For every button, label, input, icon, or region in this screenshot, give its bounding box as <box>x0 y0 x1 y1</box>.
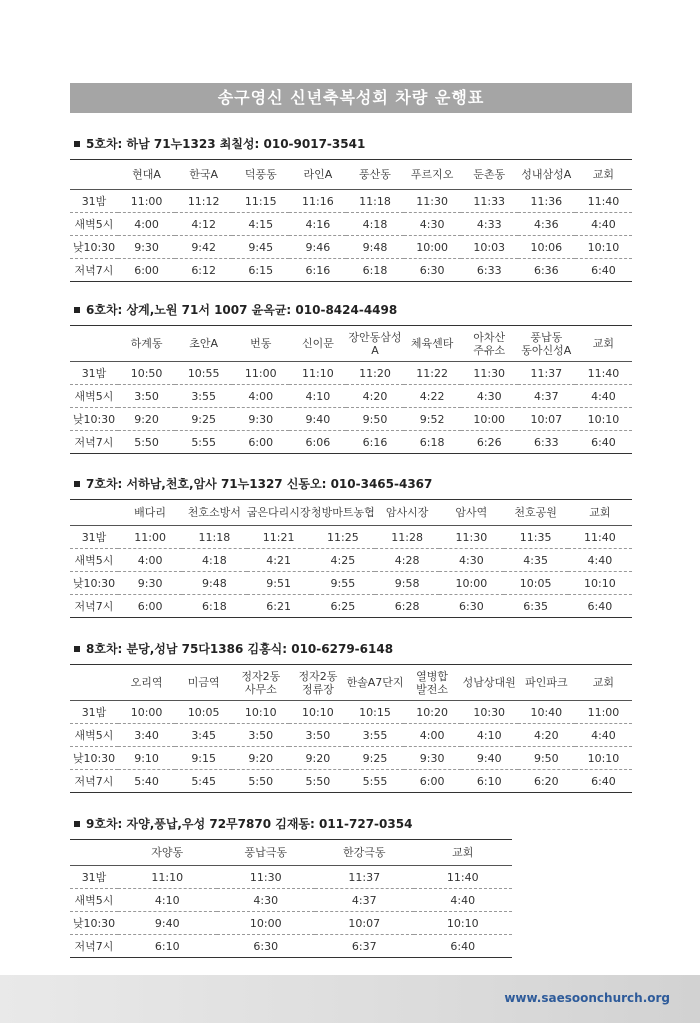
departure-time: 9:58 <box>394 576 420 590</box>
route-header-text: 8호차: 분당,성남 75다1386 김홍식: 010-6279-6148 <box>86 642 394 656</box>
departure-time: 9:30 <box>137 576 163 590</box>
stop-name: 교회 <box>592 676 615 689</box>
departure-time: 11:35 <box>519 530 552 544</box>
departure-time: 10:10 <box>302 705 334 719</box>
time-slot-label: 낮10:30 <box>72 577 116 590</box>
bullet-square-icon <box>74 141 80 147</box>
departure-time: 11:37 <box>530 366 563 380</box>
time-slot-label: 새벽5시 <box>74 894 114 907</box>
departure-time: 9:51 <box>266 576 291 590</box>
time-slot-label: 31밤 <box>81 706 107 719</box>
time-slot-label: 낮10:30 <box>72 413 116 426</box>
route-header-text: 7호차: 서하남,천호,암사 71누1327 신동오: 010-3465-4367 <box>86 477 433 491</box>
departure-time: 5:40 <box>134 774 159 788</box>
departure-time: 10:55 <box>187 366 220 380</box>
stop-name: 교회 <box>592 168 615 181</box>
time-slot-label: 저녁7시 <box>74 600 114 613</box>
departure-time: 6:40 <box>450 939 476 953</box>
departure-time: 9:30 <box>248 412 274 426</box>
departure-time: 4:33 <box>476 217 502 231</box>
time-slot-label: 저녁7시 <box>74 775 114 788</box>
departure-time: 3:40 <box>134 728 159 742</box>
departure-time: 9:15 <box>191 751 217 765</box>
departure-time: 11:20 <box>359 366 391 380</box>
header-corner <box>70 160 118 190</box>
departure-time: 6:00 <box>137 599 163 613</box>
route-header-text: 5호차: 하남 71누1323 최칠성: 010-9017-3541 <box>86 137 366 151</box>
departure-time: 6:00 <box>248 435 274 449</box>
departure-time: 11:00 <box>134 530 166 544</box>
stop-name: 배다리 <box>134 506 167 519</box>
departure-time: 6:30 <box>459 599 484 613</box>
departure-time: 10:07 <box>530 412 563 426</box>
time-slot-label: 31밤 <box>81 195 107 208</box>
departure-time: 10:06 <box>530 240 563 254</box>
stop-name: 자양동 <box>151 846 184 859</box>
departure-time: 6:00 <box>134 263 159 277</box>
stop-name: 정자2동 사무소 <box>241 669 281 696</box>
route-header <box>70 640 632 658</box>
stop-name: 교회 <box>592 337 615 350</box>
departure-time: 4:37 <box>533 389 559 403</box>
stop-name: 파인파크 <box>525 676 568 689</box>
departure-time: 4:18 <box>362 217 388 231</box>
departure-time: 5:45 <box>191 774 217 788</box>
departure-time: 4:21 <box>266 553 291 567</box>
table-row <box>70 408 632 431</box>
table-row <box>70 385 632 408</box>
departure-time: 4:40 <box>587 553 613 567</box>
stop-name: 열병합 발전소 <box>416 669 449 696</box>
departure-time: 10:15 <box>359 705 391 719</box>
departure-time: 9:40 <box>476 751 502 765</box>
schedule-table <box>70 325 632 454</box>
time-slot-label: 저녁7시 <box>74 940 114 953</box>
table-row <box>70 889 512 912</box>
departure-time: 4:00 <box>134 217 159 231</box>
bullet-square-icon <box>74 821 80 827</box>
departure-time: 11:30 <box>416 194 448 208</box>
departure-time: 4:35 <box>523 553 548 567</box>
departure-time: 9:55 <box>330 576 356 590</box>
footer-url[interactable]: www.saesoonchurch.org <box>504 991 670 1005</box>
departure-time: 11:33 <box>473 194 506 208</box>
stop-name: 덕풍동 <box>244 168 277 181</box>
departure-time: 3:45 <box>191 728 217 742</box>
bullet-square-icon <box>74 307 80 313</box>
departure-time: 6:15 <box>248 263 274 277</box>
departure-time: 10:05 <box>187 705 220 719</box>
departure-time: 6:40 <box>591 774 616 788</box>
departure-time: 6:36 <box>533 263 559 277</box>
departure-time: 9:25 <box>191 412 217 426</box>
departure-time: 11:37 <box>348 870 381 884</box>
departure-time: 11:15 <box>244 194 277 208</box>
table-row <box>70 259 632 282</box>
departure-time: 11:30 <box>455 530 488 544</box>
stop-name: 청방마트농협 <box>310 506 375 519</box>
stop-name: 미금역 <box>187 676 220 689</box>
departure-time: 4:22 <box>419 389 445 403</box>
stop-name: 오리역 <box>130 676 163 689</box>
departure-time: 11:21 <box>262 530 295 544</box>
departure-time: 10:00 <box>455 576 488 590</box>
departure-time: 3:50 <box>248 728 274 742</box>
departure-time: 4:30 <box>459 553 484 567</box>
departure-time: 4:36 <box>533 217 559 231</box>
departure-time: 4:25 <box>330 553 356 567</box>
route-header <box>70 301 632 319</box>
departure-time: 11:40 <box>587 366 620 380</box>
departure-time: 9:20 <box>305 751 331 765</box>
departure-time: 4:30 <box>253 893 279 907</box>
departure-time: 6:06 <box>305 435 331 449</box>
departure-time: 9:30 <box>134 240 159 254</box>
departure-time: 6:25 <box>330 599 356 613</box>
stop-name: 신이문 <box>301 337 334 350</box>
table-row <box>70 213 632 236</box>
departure-time: 10:10 <box>587 412 620 426</box>
departure-time: 4:40 <box>591 389 616 403</box>
time-slot-label: 31밤 <box>81 367 107 380</box>
stop-name: 장안동삼성A <box>348 330 402 357</box>
header-corner <box>70 665 118 701</box>
departure-time: 11:10 <box>302 366 334 380</box>
departure-time: 11:30 <box>473 366 506 380</box>
route-header-text: 9호차: 자양,풍납,우성 72무7870 김재동: 011-727-0354 <box>86 817 413 831</box>
departure-time: 6:40 <box>587 599 613 613</box>
table-header-row <box>70 665 632 701</box>
departure-time: 6:18 <box>419 435 445 449</box>
stop-name: 굽은다리시장 <box>246 506 311 519</box>
stop-name: 교회 <box>589 506 611 519</box>
departure-time: 6:30 <box>253 939 279 953</box>
departure-time: 4:12 <box>191 217 217 231</box>
stop-name: 교회 <box>452 846 474 859</box>
departure-time: 5:55 <box>191 435 217 449</box>
route-section-8 <box>70 640 632 793</box>
departure-time: 4:20 <box>533 728 559 742</box>
departure-time: 6:18 <box>362 263 388 277</box>
departure-time: 11:28 <box>391 530 423 544</box>
departure-time: 9:20 <box>134 412 159 426</box>
departure-time: 10:20 <box>416 705 448 719</box>
route-header <box>70 815 512 833</box>
departure-time: 4:18 <box>202 553 227 567</box>
departure-time: 5:55 <box>362 774 388 788</box>
table-row <box>70 770 632 793</box>
departure-time: 10:00 <box>249 916 282 930</box>
departure-time: 10:40 <box>530 705 563 719</box>
departure-time: 6:33 <box>533 435 559 449</box>
departure-time: 6:16 <box>305 263 331 277</box>
departure-time: 10:00 <box>473 412 506 426</box>
time-slot-label: 31밤 <box>81 531 107 544</box>
departure-time: 11:22 <box>416 366 448 380</box>
bullet-square-icon <box>74 481 80 487</box>
departure-time: 4:40 <box>591 728 616 742</box>
stop-name: 초안A <box>189 337 219 350</box>
stop-name: 암사역 <box>455 506 488 519</box>
stop-name: 풍납동 동아신성A <box>521 330 572 357</box>
departure-time: 9:40 <box>154 916 180 930</box>
table-row <box>70 595 632 618</box>
schedule-table <box>70 839 512 958</box>
time-slot-label: 새벽5시 <box>74 390 114 403</box>
departure-time: 6:20 <box>533 774 559 788</box>
departure-time: 10:05 <box>519 576 552 590</box>
departure-time: 3:55 <box>191 389 217 403</box>
departure-time: 10:00 <box>130 705 163 719</box>
departure-time: 3:50 <box>134 389 159 403</box>
departure-time: 11:10 <box>151 870 184 884</box>
route-section-5 <box>70 135 632 282</box>
departure-time: 9:42 <box>191 240 217 254</box>
stop-name: 한강극동 <box>342 846 386 859</box>
departure-time: 6:10 <box>476 774 502 788</box>
table-row <box>70 724 632 747</box>
departure-time: 6:10 <box>154 939 180 953</box>
departure-time: 4:30 <box>419 217 445 231</box>
table-row <box>70 701 632 724</box>
table-row <box>70 572 632 595</box>
departure-time: 10:30 <box>473 705 506 719</box>
departure-time: 6:28 <box>394 599 420 613</box>
departure-time: 4:40 <box>450 893 476 907</box>
stop-name: 천호소방서 <box>187 506 241 519</box>
departure-time: 9:40 <box>305 412 331 426</box>
time-slot-label: 새벽5시 <box>74 554 114 567</box>
departure-time: 4:40 <box>591 217 616 231</box>
departure-time: 6:26 <box>476 435 502 449</box>
departure-time: 9:25 <box>362 751 388 765</box>
stop-name: 현대A <box>132 168 161 181</box>
route-header <box>70 475 632 493</box>
departure-time: 11:40 <box>584 530 616 544</box>
departure-time: 6:00 <box>419 774 445 788</box>
route-header <box>70 135 632 153</box>
stop-name: 풍산동 <box>359 168 391 181</box>
departure-time: 11:12 <box>187 194 220 208</box>
departure-time: 10:50 <box>130 366 163 380</box>
table-row <box>70 526 632 549</box>
schedule-table <box>70 499 632 618</box>
schedule-table <box>70 664 632 793</box>
stop-name: 풍납극동 <box>244 846 287 859</box>
departure-time: 11:00 <box>244 366 277 380</box>
table-header-row <box>70 160 632 190</box>
route-section-7 <box>70 475 632 618</box>
departure-time: 5:50 <box>248 774 274 788</box>
stop-name: 천호공원 <box>514 506 557 519</box>
departure-time: 11:30 <box>249 870 282 884</box>
departure-time: 4:10 <box>305 389 331 403</box>
stop-name: 체육센타 <box>410 337 454 350</box>
departure-time: 4:30 <box>476 389 502 403</box>
departure-time: 11:18 <box>198 530 231 544</box>
departure-time: 4:28 <box>394 553 420 567</box>
table-row <box>70 549 632 572</box>
departure-time: 6:37 <box>351 939 377 953</box>
header-corner <box>70 840 118 866</box>
table-row <box>70 431 632 454</box>
route-section-6 <box>70 301 632 454</box>
stop-name: 푸르지오 <box>410 168 454 181</box>
departure-time: 10:03 <box>473 240 506 254</box>
departure-time: 4:20 <box>362 389 388 403</box>
table-row <box>70 362 632 385</box>
departure-time: 4:15 <box>248 217 274 231</box>
stop-name: 한솔A7단지 <box>346 676 404 689</box>
departure-time: 9:45 <box>248 240 274 254</box>
stop-name: 성남상대원 <box>462 676 516 689</box>
departure-time: 4:00 <box>137 553 163 567</box>
departure-time: 3:50 <box>305 728 331 742</box>
departure-time: 5:50 <box>305 774 331 788</box>
time-slot-label: 새벽5시 <box>74 218 114 231</box>
stop-name: 정자2동 정류장 <box>298 669 338 696</box>
stop-name: 라인A <box>303 168 333 181</box>
table-row <box>70 912 512 935</box>
table-header-row <box>70 326 632 362</box>
table-row <box>70 747 632 770</box>
departure-time: 4:00 <box>248 389 274 403</box>
departure-time: 10:10 <box>446 916 479 930</box>
bullet-square-icon <box>74 646 80 652</box>
table-row <box>70 935 512 958</box>
departure-time: 10:00 <box>416 240 448 254</box>
departure-time: 3:55 <box>362 728 388 742</box>
table-header-row <box>70 840 512 866</box>
departure-time: 11:00 <box>130 194 163 208</box>
departure-time: 4:00 <box>419 728 445 742</box>
departure-time: 6:35 <box>523 599 548 613</box>
stop-name: 한국A <box>189 168 219 181</box>
departure-time: 4:10 <box>476 728 502 742</box>
route-header-text: 6호차: 상계,노원 71서 1007 윤옥균: 010-8424-4498 <box>86 303 398 317</box>
page-title: 송구영신 신년축복성회 차량 운행표 <box>70 83 632 113</box>
stop-name: 번동 <box>250 337 272 350</box>
table-row <box>70 236 632 259</box>
stop-name: 아차산 주유소 <box>473 330 506 357</box>
departure-time: 6:33 <box>476 263 502 277</box>
departure-time: 6:30 <box>419 263 445 277</box>
departure-time: 11:00 <box>587 705 620 719</box>
time-slot-label: 저녁7시 <box>74 436 114 449</box>
departure-time: 10:10 <box>244 705 277 719</box>
departure-time: 4:37 <box>351 893 377 907</box>
departure-time: 11:25 <box>327 530 359 544</box>
departure-time: 6:18 <box>202 599 227 613</box>
departure-time: 9:48 <box>202 576 227 590</box>
departure-time: 10:10 <box>587 240 620 254</box>
stop-name: 성내삼성A <box>521 168 572 181</box>
departure-time: 11:36 <box>530 194 563 208</box>
departure-time: 4:16 <box>305 217 331 231</box>
departure-time: 6:40 <box>591 263 616 277</box>
departure-time: 6:40 <box>591 435 616 449</box>
table-row <box>70 190 632 213</box>
time-slot-label: 새벽5시 <box>74 729 114 742</box>
departure-time: 6:12 <box>191 263 217 277</box>
header-corner <box>70 500 118 526</box>
time-slot-label: 낮10:30 <box>72 917 116 930</box>
schedule-table <box>70 159 632 282</box>
stop-name: 암사시장 <box>385 506 429 519</box>
departure-time: 6:16 <box>362 435 388 449</box>
table-row <box>70 866 512 889</box>
departure-time: 9:46 <box>305 240 331 254</box>
departure-time: 11:40 <box>587 194 620 208</box>
departure-time: 5:50 <box>134 435 159 449</box>
departure-time: 10:07 <box>348 916 381 930</box>
stop-name: 둔촌동 <box>473 168 506 181</box>
departure-time: 11:18 <box>359 194 391 208</box>
departure-time: 9:52 <box>419 412 445 426</box>
time-slot-label: 낮10:30 <box>72 241 116 254</box>
stop-name: 하계동 <box>130 337 163 350</box>
departure-time: 9:50 <box>533 751 559 765</box>
departure-time: 9:50 <box>362 412 388 426</box>
departure-time: 11:40 <box>446 870 479 884</box>
departure-time: 11:16 <box>302 194 334 208</box>
departure-time: 9:30 <box>419 751 445 765</box>
departure-time: 4:10 <box>154 893 180 907</box>
header-corner <box>70 326 118 362</box>
table-header-row <box>70 500 632 526</box>
time-slot-label: 낮10:30 <box>72 752 116 765</box>
departure-time: 9:20 <box>248 751 274 765</box>
departure-time: 9:10 <box>134 751 159 765</box>
departure-time: 6:21 <box>266 599 291 613</box>
departure-time: 10:10 <box>587 751 620 765</box>
departure-time: 10:10 <box>584 576 616 590</box>
time-slot-label: 31밤 <box>81 871 107 884</box>
route-section-9 <box>70 815 512 958</box>
time-slot-label: 저녁7시 <box>74 264 114 277</box>
departure-time: 9:48 <box>362 240 388 254</box>
